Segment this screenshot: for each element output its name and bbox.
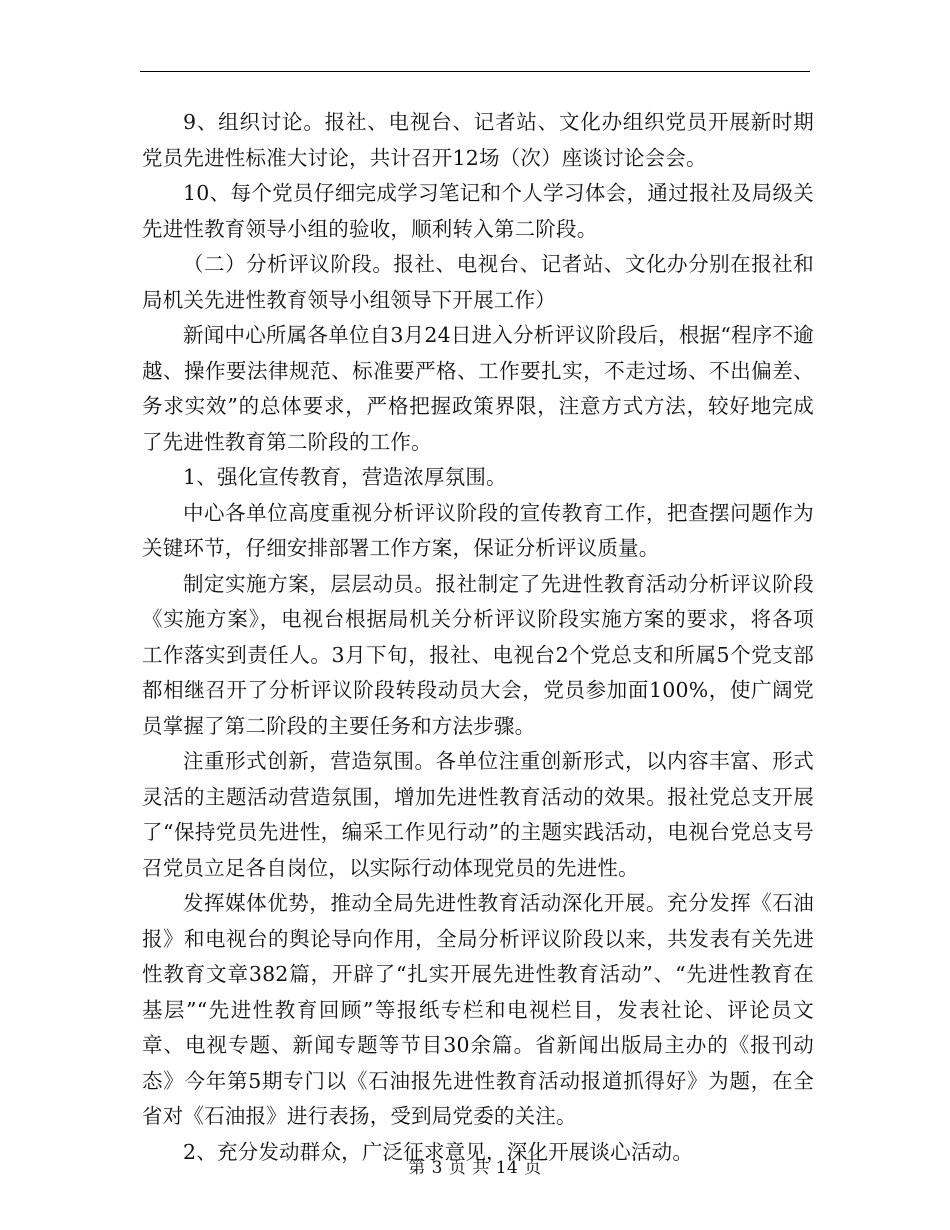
subheading: 1、强化宣传教育，营造浓厚氛围。 [183, 465, 507, 489]
paragraph: 10、每个党员仔细完成学习笔记和个人学习体会，通过报社及局级关先进性教育领导小组的验收，顺利转入第二阶段。 [142, 181, 814, 241]
paragraph: 注重形式创新，营造氛围。各单位注重创新形式，以内容丰富、形式灵活的主题活动营造氛围，增加先进性教育活动的效果。报社党总支开展了“保持党员先进性，编采工作见行动”的主题实践活动，电视台党总支号召党员立足各自岗位，以实际行动体现党员的先进性。 [142, 749, 814, 880]
paragraph: 发挥媒体优势，推动全局先进性教育活动深化开展。充分发挥《石油报》和电视台的舆论导向作用，全局分析评议阶段以来，共发表有关先进性教育文章382篇，开辟了“扎实开展先进性教育活动”、“先进性教育在基层”“先进性教育回顾”等报纸专栏和电视栏目，发表社论、评论员文章、电视专题、新闻专题等节目30余篇。省新闻出版局主办的《报刊动态》今年第5期专门以《石油报先进性教育活动报道抓得好》为题，在全省对《石油报》进行表扬，受到局党委的关注。 [142, 891, 814, 1128]
paragraph: 制定实施方案，层层动员。报社制定了先进性教育活动分析评议阶段《实施方案》，电视台根据局机关分析评议阶段实施方案的要求，将各项工作落实到责任人。3月下旬，报社、电视台2个党总支和所属5个党支部都相继召开了分析评议阶段转段动员大会，党员参加面100%，使广阔党员掌握了第二阶段的主要任务和方法步骤。 [142, 571, 814, 738]
paragraph: 9、组织讨论。报社、电视台、记者站、文化办组织党员开展新时期党员先进性标准大讨论，共计召开12场（次）座谈讨论会会。 [142, 110, 814, 170]
section-heading: （二）分析评议阶段。报社、电视台、记者站、文化办分别在报社和局机关先进性教育领导小组领导下开展工作） [142, 252, 814, 312]
subheading: 2、充分发动群众，广泛征求意见，深化开展谈心活动。 [183, 1139, 694, 1164]
paragraph: 中心各单位高度重视分析评议阶段的宣传教育工作，把查摆问题作为关键环节，仔细安排部署工作方案，保证分析评议质量。 [142, 500, 814, 560]
body-text [142, 105, 814, 1170]
page-number: 第 3 页 共 14 页 [408, 1158, 542, 1178]
header-rule [140, 71, 810, 72]
paragraph: 新闻中心所属各单位自3月24日进入分析评议阶段后，根据“程序不逾越、操作要法律规范、标准要严格、工作要扎实，不走过场、不出偏差、务求实效”的总体要求，严格把握政策界限，注意方式方法，较好地完成了先进性教育第二阶段的工作。 [142, 323, 814, 454]
